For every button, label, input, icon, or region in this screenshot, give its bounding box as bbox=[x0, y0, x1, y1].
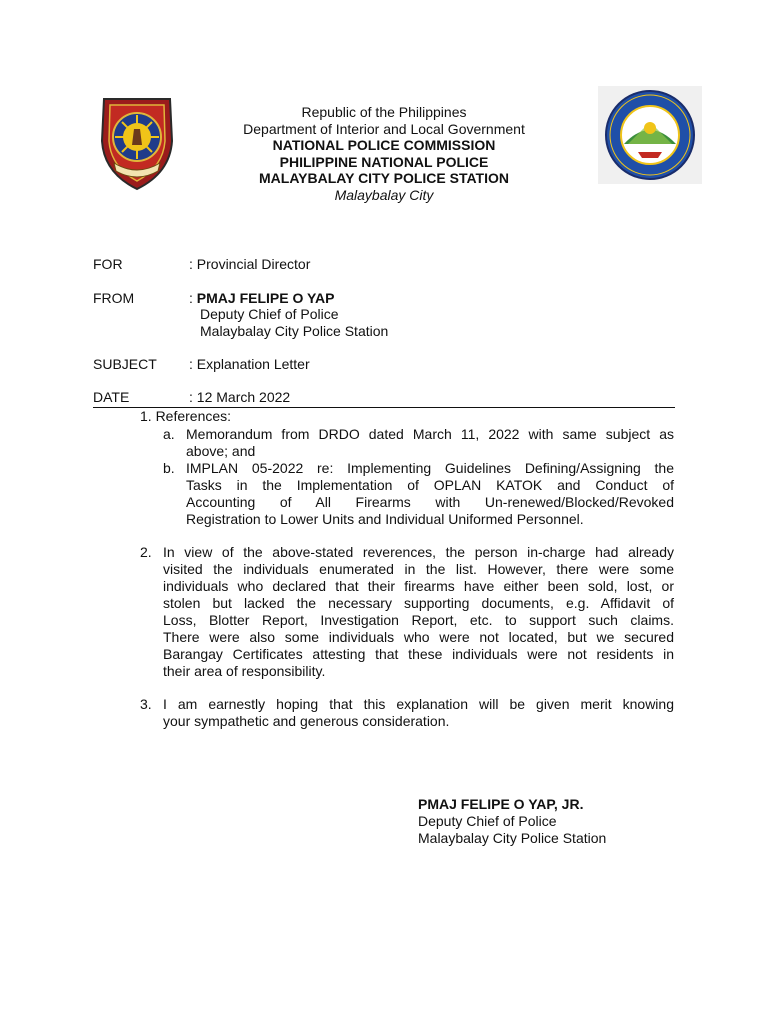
from-value bbox=[189, 290, 335, 306]
para2-line: Barangay Certificates attesting that these individuals were not residents in bbox=[163, 646, 674, 662]
para2-line: In view of the above-stated reverences, the person in-charge had already bbox=[163, 544, 674, 560]
pnp-seal-logo bbox=[98, 93, 176, 191]
ref-a-marker: a. bbox=[163, 426, 175, 442]
para3-line: your sympathetic and generous consideration. bbox=[163, 713, 450, 729]
para3-marker: 3. bbox=[140, 696, 152, 712]
references-heading: 1. References: bbox=[140, 408, 232, 424]
from-office: Malaybalay City Police Station bbox=[200, 323, 389, 339]
ref-b-line2: Tasks in the Implementation of OPLAN KATOK and Conduct of bbox=[186, 477, 674, 493]
from-label: FROM bbox=[93, 290, 135, 306]
date-label: DATE bbox=[93, 389, 130, 405]
header-pnp: PHILIPPINE NATIONAL POLICE bbox=[279, 153, 489, 170]
ref-b-line1: IMPLAN 05-2022 re: Implementing Guidelines Defining/Assigning the bbox=[186, 460, 674, 476]
para2-line: Loss, Blotter Report, Investigation Report, etc. to support such claims. bbox=[163, 612, 674, 628]
header-city: Malaybalay City bbox=[334, 186, 434, 203]
from-title: Deputy Chief of Police bbox=[200, 306, 339, 322]
header-station: MALAYBALAY CITY POLICE STATION bbox=[259, 170, 509, 187]
header-republic: Republic of the Philippines bbox=[301, 104, 467, 120]
signatory-office: Malaybalay City Police Station bbox=[418, 830, 607, 846]
para2-line: individuals who declared that their firearms have either been sold, lost, or bbox=[163, 578, 674, 594]
for-label: FOR bbox=[93, 256, 123, 272]
para2-line: visited the individuals enumerated in the list. However, there were some bbox=[163, 561, 674, 577]
for-value: : Provincial Director bbox=[189, 256, 311, 272]
ref-a-line2: above; and bbox=[186, 443, 256, 459]
ref-b-line3: Accounting of All Firearms with Un-renewed/Blocked/Revoked bbox=[186, 494, 674, 510]
para3-line: I am earnestly hoping that this explanation will be given merit knowing bbox=[163, 696, 674, 712]
para2-line: their area of responsibility. bbox=[163, 663, 326, 679]
signatory-name: PMAJ FELIPE O YAP, JR. bbox=[418, 796, 584, 812]
ref-b-line4: Registration to Lower Units and Individual Uniformed Personnel. bbox=[186, 511, 584, 527]
subject-value: : Explanation Letter bbox=[189, 356, 310, 372]
signature-block bbox=[418, 796, 606, 847]
date-value: : 12 March 2022 bbox=[189, 389, 291, 405]
subject-label: SUBJECT bbox=[93, 356, 157, 372]
ref-a-line1: Memorandum from DRDO dated March 11, 2022 with same subject as bbox=[186, 426, 674, 442]
header-department: Department of Interior and Local Government bbox=[243, 120, 525, 137]
header-napolcom: NATIONAL POLICE COMMISSION bbox=[272, 137, 496, 154]
letterhead bbox=[200, 104, 568, 204]
para2-line: There were also some individuals who were not located, but we secured bbox=[163, 629, 674, 645]
para2-marker: 2. bbox=[140, 544, 152, 560]
signatory-title: Deputy Chief of Police bbox=[418, 813, 557, 829]
from-prefix: : bbox=[189, 290, 197, 306]
ref-b-marker: b. bbox=[163, 460, 175, 476]
from-name: PMAJ FELIPE O YAP bbox=[196, 290, 335, 306]
malaybalay-police-seal-logo bbox=[598, 86, 702, 184]
para2-line: stolen but lacked the necessary supporting documents, e.g. Affidavit of bbox=[163, 595, 674, 611]
